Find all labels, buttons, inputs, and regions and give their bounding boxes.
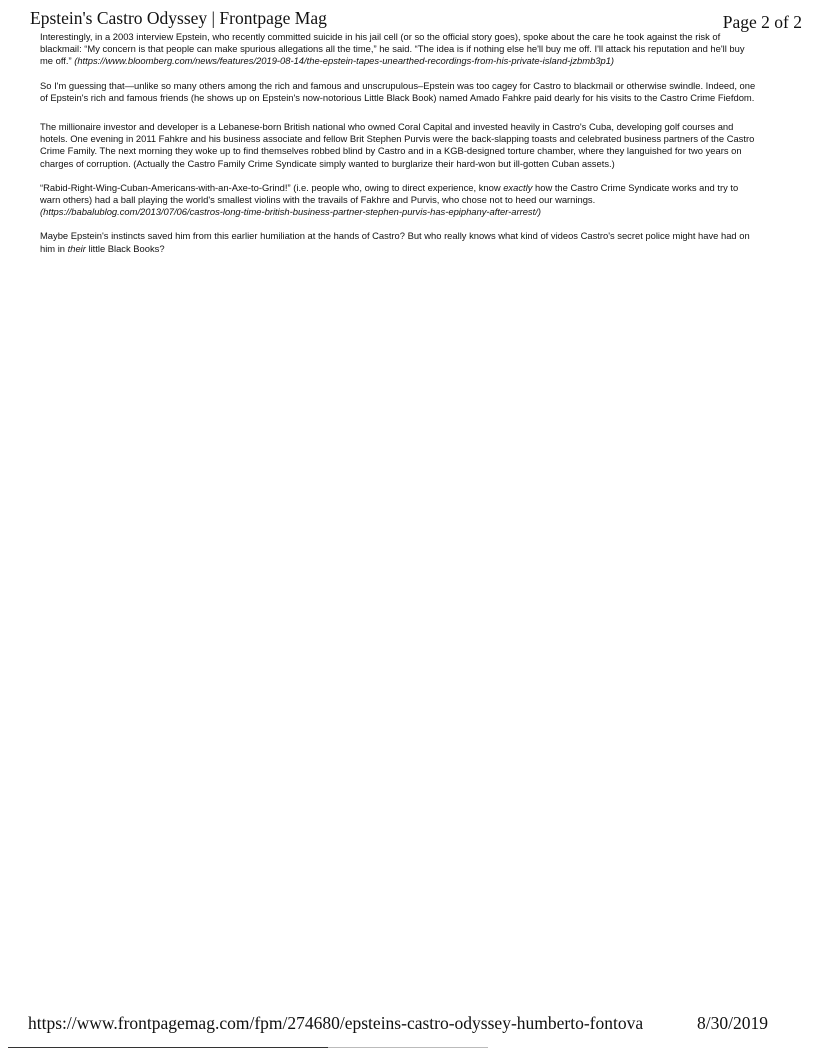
bottom-rule-faint bbox=[328, 1047, 488, 1048]
paragraph-5 bbox=[40, 230, 758, 254]
footer-date: 8/30/2019 bbox=[697, 1013, 768, 1033]
footer-url: https://www.frontpagemag.com/fpm/274680/epsteins-castro-odyssey-humberto-fontova bbox=[28, 1013, 644, 1033]
paragraph-1 bbox=[40, 31, 758, 68]
paragraph-2 bbox=[40, 80, 758, 104]
paragraph-text: “Rabid-Right-Wing-Cuban-Americans-with-an-Axe-to-Grind!” (i.e. people who, owing to direct experience, know bbox=[40, 181, 504, 193]
emphasis: their bbox=[67, 242, 86, 254]
source-link[interactable]: (https://babalublog.com/2013/07/06/castros-long-time-british-business-partner-stephen-purvis-has-epiphany-after-arrest/) bbox=[40, 206, 541, 218]
page-header-title: Epstein's Castro Odyssey | Frontpage Mag bbox=[30, 8, 327, 28]
paragraph-text: The millionaire investor and developer is a Lebanese-born British national who owned Coral Capital and invested heavily in Castro's Cuba, developing golf courses and hotels. One evening in 2011 Fahkre and his business associate and fellow Brit Stephen Purvis were the back-slapping toasts and celebrated business partners of the Castro Crime Family. The next morning they woke up to find themselves robbed blind by Castro and in a KGB-designed torture chamber, where they languished for two years on charges of corruption. (Actually the Castro Family Crime Syndicate simply wanted to burglarize their hard-won but ill-gotten Cuban assets.) bbox=[40, 121, 755, 169]
paragraph-text: Maybe Epstein's instincts saved him from this earlier humiliation at the hands of Castro? But who really knows what kind of videos Castro's secret police might have had on him in bbox=[40, 230, 750, 254]
paragraph-text: So I'm guessing that—unlike so many others among the rich and famous and unscrupulous–Epstein was too cagey for Castro to blackmail or otherwise swindle. Indeed, one of Epstein's rich and famous friends (he shows up on Epstein's now-notorious Little Black Book) named Amado Fahkre paid dearly for his visits to the Castro Crime Fiefdom. bbox=[40, 79, 756, 103]
paragraph-text: Interestingly, in a 2003 interview Epstein, who recently committed suicide in his jail cell (or so the official story goes), spoke about the care he took against the risk of blackmail: “My concern is that people can make spurious allegations all the time,” he said. “The idea is if nothing else he'll buy me off. I'll attack his reputation and he'll buy me off.” bbox=[40, 31, 745, 67]
emphasis: exactly bbox=[503, 181, 533, 193]
page-number: Page 2 of 2 bbox=[722, 12, 802, 32]
bottom-rule bbox=[8, 1047, 328, 1048]
paragraph-text: how the Castro Crime Syndicate works and try to warn others) had a ball playing the world's smallest violins with the travails of Fakhre and Purvis, who chose not to heed our warnings. bbox=[40, 181, 739, 206]
paragraph-4 bbox=[40, 182, 758, 219]
source-link[interactable]: (https://www.bloomberg.com/news/features/2019-08-14/the-epstein-tapes-unearthed-recordings-from-his-private-island-jzbmb3p1) bbox=[74, 55, 615, 67]
paragraph-text: little Black Books? bbox=[85, 242, 165, 254]
paragraph-3 bbox=[40, 121, 758, 170]
article-body bbox=[40, 31, 758, 267]
